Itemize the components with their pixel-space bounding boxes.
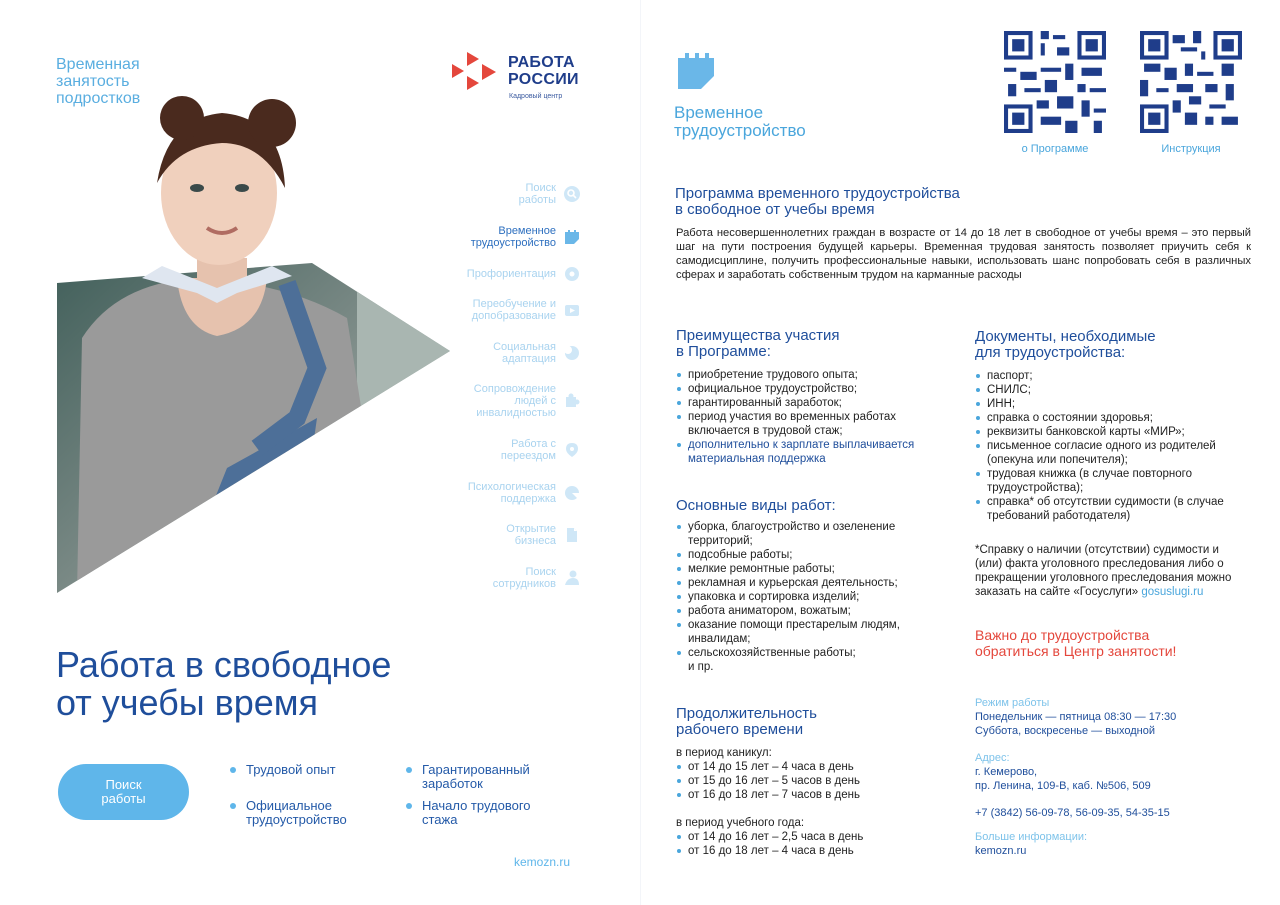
list-item: от 15 до 16 лет – 5 часов в день <box>676 774 936 788</box>
puzzle-icon <box>564 393 580 409</box>
study-label: в период учебного года: <box>676 817 805 829</box>
menu-item-label: Временное трудоустройство <box>470 225 556 249</box>
menu-item-relocation[interactable] <box>496 438 580 462</box>
list-item: подсобные работы; <box>676 548 946 562</box>
benefit-item: Трудовой опыт <box>230 763 340 777</box>
list-item: справка о состоянии здоровья; <box>975 411 1247 425</box>
more-info-link[interactable]: kemozn.ru <box>975 845 1027 857</box>
calendar-icon <box>564 229 580 245</box>
list-item: от 16 до 18 лет – 4 часа в день <box>676 844 936 858</box>
menu-item-job-search[interactable] <box>496 182 580 206</box>
moon-icon <box>564 345 580 361</box>
list-item: реквизиты банковской карты «МИР»; <box>975 425 1247 439</box>
menu-item-social-adaptation[interactable] <box>486 341 580 365</box>
main-headline: Работа в свободное от учебы время <box>56 644 392 723</box>
list-item: СНИЛС; <box>975 383 1247 397</box>
works-list <box>676 520 946 674</box>
logo-tagline: Кадровый центр <box>509 93 563 100</box>
list-item: ИНН; <box>975 397 1247 411</box>
menu-item-label: Поиск сотрудников <box>492 566 556 590</box>
menu-item-label: Социальная адаптация <box>493 341 556 365</box>
list-item: от 16 до 18 лет – 7 часов в день <box>676 788 936 802</box>
menu-item-label: Психологическая поддержка <box>467 481 556 505</box>
study-list <box>676 830 936 858</box>
documents-list <box>975 369 1247 523</box>
list-item: паспорт; <box>975 369 1247 383</box>
list-item: трудовая книжка (в случае повторного трудоустройства); <box>975 467 1247 495</box>
map-pin-icon <box>564 442 580 458</box>
list-item: работа аниматором, вожатым; <box>676 604 946 618</box>
menu-item-staff-search[interactable] <box>476 566 580 590</box>
benefit-item: Официальное трудоустройство <box>230 799 380 827</box>
list-item: упаковка и сортировка изделий; <box>676 590 946 604</box>
list-item: рекламная и курьерская деятельность; <box>676 576 946 590</box>
menu-item-label: Переобучение и допобразование <box>471 298 556 322</box>
qr-label-program: о Программе <box>1021 143 1089 155</box>
menu-item-disability-support[interactable] <box>456 383 580 419</box>
benefit-item: Начало трудового стажа <box>406 799 556 827</box>
more-info-label: Больше информации: <box>975 831 1088 843</box>
address-city: г. Кемерово, <box>975 766 1038 778</box>
qr-code-program[interactable] <box>1004 31 1106 133</box>
gear-icon <box>564 266 580 282</box>
list-item: уборка, благоустройство и озеленение территорий; <box>676 520 946 548</box>
menu-item-psych-support[interactable] <box>456 481 580 505</box>
document-icon <box>564 527 580 543</box>
section-title: Временное трудоустройство <box>674 103 806 140</box>
list-item: гарантированный заработок; <box>676 396 941 410</box>
holidays-label: в период каникул: <box>676 747 772 759</box>
website-link[interactable]: kemozn.ru <box>514 855 571 869</box>
list-item: сельскохозяйственные работы; <box>676 646 946 660</box>
menu-item-temporary-employment[interactable] <box>456 225 580 249</box>
list-item: приобретение трудового опыта; <box>676 368 941 382</box>
duration-title: Продолжительность рабочего времени <box>676 705 817 738</box>
list-item: мелкие ремонтные работы; <box>676 562 946 576</box>
hours-weekdays: Понедельник — пятница 08:30 — 17:30 <box>975 711 1177 723</box>
holidays-list <box>676 760 936 802</box>
menu-item-business-start[interactable] <box>496 523 580 547</box>
important-notice: Важно до трудоустройства обратиться в Центр занятости! <box>975 627 1177 659</box>
list-item: и пр. <box>688 661 714 673</box>
chat-icon <box>564 485 580 501</box>
person-icon <box>564 570 580 586</box>
logo-wordmark: РАБОТА РОССИИ <box>508 54 579 88</box>
menu-item-label: Работа с переездом <box>500 438 556 462</box>
criminal-record-note: *Справку о наличии (отсутствии) судимости и (или) факта уголовного преследования либо о прекращении уголовного преследования можно заказать на сайте «Госуслуги» gosuslugi.ru <box>975 544 1232 598</box>
address-street: пр. Ленина, 109-В, каб. №506, 509 <box>975 780 1151 792</box>
video-icon <box>564 302 580 318</box>
benefit-item: Гарантированный заработок <box>406 763 566 791</box>
menu-item-label: Профориентация <box>466 268 556 280</box>
list-item: от 14 до 15 лет – 4 часа в день <box>676 760 936 774</box>
job-search-button[interactable]: Поиск работы <box>58 764 189 820</box>
list-item: письменное согласие одного из родителей (опекуна или попечителя); <box>975 439 1247 467</box>
address-label: Адрес: <box>975 752 1010 764</box>
menu-item-label: Сопровождение людей с инвалидностью <box>473 383 556 419</box>
list-item: период участия во временных работах включается в трудовой стаж; <box>676 410 941 438</box>
gosuslugi-link[interactable]: gosuslugi.ru <box>1141 586 1204 598</box>
hours-weekend: Суббота, воскресенье — выходной <box>975 725 1155 737</box>
page-fold <box>640 0 641 905</box>
hours-label: Режим работы <box>975 697 1050 709</box>
advantages-list <box>676 368 941 466</box>
qr-label-instructions: Инструкция <box>1161 143 1221 155</box>
list-item: от 14 до 16 лет – 2,5 часа в день <box>676 830 936 844</box>
menu-item-retraining[interactable] <box>446 298 580 322</box>
brochure-subtitle: Временная занятость подростков <box>56 56 141 107</box>
qr-code-instructions[interactable] <box>1140 31 1242 133</box>
program-title: Программа временного трудоустройства в свободное от учебы время <box>675 185 960 218</box>
list-item: официальное трудоустройство; <box>676 382 941 396</box>
rabota-rossii-logo <box>450 48 590 104</box>
search-icon <box>564 186 580 202</box>
advantages-title: Преимущества участия в Программе: <box>676 327 840 360</box>
documents-title: Документы, необходимые для трудоустройства: <box>975 328 1156 361</box>
program-description: Работа несовершеннолетних граждан в возрасте от 14 до 18 лет в свободное от учебы время – это первый шаг на пути построения будущей карьеры. Временная трудовая занятость позволяет приучить себя к самодисциплине, получить профессиональные навыки, использовать шанс попробовать себя в различных сферах и заработать собственным трудом на карманные расходы <box>676 227 1251 281</box>
works-title: Основные виды работ: <box>676 497 836 514</box>
phone-numbers[interactable]: +7 (3842) 56-09-78, 56-09-35, 54-35-15 <box>975 807 1170 819</box>
menu-item-label: Поиск работы <box>518 182 556 206</box>
hero-photo <box>57 88 452 593</box>
calendar-icon <box>677 52 715 90</box>
list-item: оказание помощи престарелым людям, инвалидам; <box>676 618 946 646</box>
logo-arrows-icon <box>450 50 500 100</box>
menu-item-label: Открытие бизнеса <box>506 523 556 547</box>
list-item: дополнительно к зарплате выплачивается материальная поддержка <box>676 438 941 466</box>
menu-item-career-guidance[interactable] <box>467 266 580 282</box>
list-item: справка* об отсутствии судимости (в случае требований работодателя) <box>975 495 1247 523</box>
